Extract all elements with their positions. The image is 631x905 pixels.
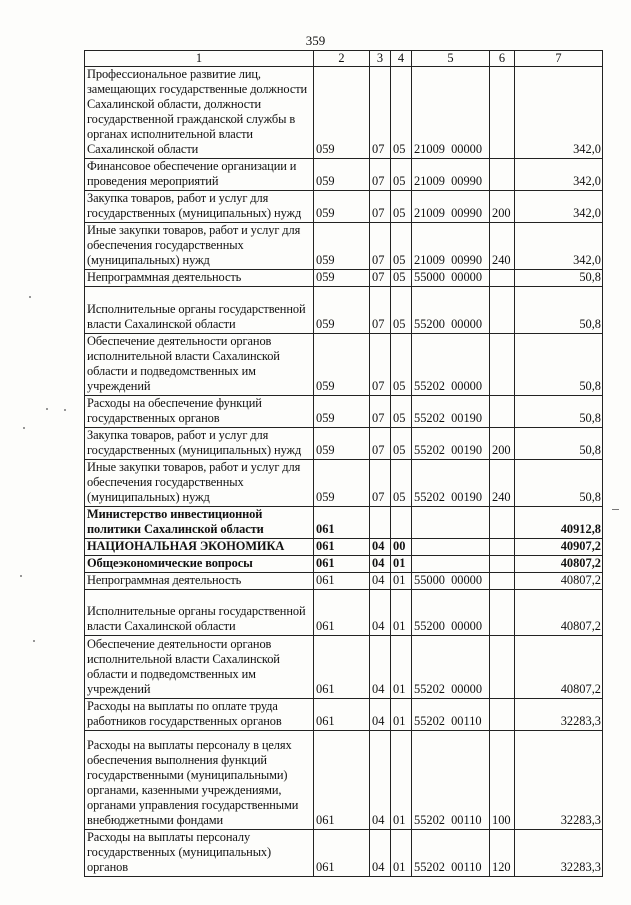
- row-subsection: 05: [391, 428, 412, 460]
- row-expense-type: [490, 270, 515, 287]
- column-header-7: 7: [515, 51, 603, 67]
- scan-speck: [33, 640, 35, 642]
- table-row: [85, 159, 603, 191]
- scan-speck: [20, 575, 22, 577]
- table-row: [85, 396, 603, 428]
- row-target-article: 55200 00000: [412, 590, 490, 636]
- row-amount: 342,0: [515, 159, 603, 191]
- column-header-4: 4: [391, 51, 412, 67]
- row-target-article: 21009 00990: [412, 159, 490, 191]
- row-subsection: 05: [391, 223, 412, 270]
- table-row: [85, 507, 603, 539]
- row-target-article: 55202 00110: [412, 731, 490, 830]
- table-row: [85, 334, 603, 396]
- row-code: 059: [314, 191, 370, 223]
- row-name: НАЦИОНАЛЬНАЯ ЭКОНОМИКА: [85, 539, 314, 556]
- row-section: 04: [370, 830, 391, 877]
- row-target-article: 55200 00000: [412, 287, 490, 334]
- row-amount: 342,0: [515, 223, 603, 270]
- row-expense-type: 200: [490, 191, 515, 223]
- row-amount: 50,8: [515, 460, 603, 507]
- row-target-article: 55202 00110: [412, 830, 490, 877]
- row-section: 07: [370, 334, 391, 396]
- row-target-article: [412, 539, 490, 556]
- row-subsection: 05: [391, 396, 412, 428]
- scan-speck: [29, 296, 31, 298]
- row-subsection: 05: [391, 460, 412, 507]
- row-section: 07: [370, 270, 391, 287]
- row-code: 059: [314, 460, 370, 507]
- table-row: [85, 830, 603, 877]
- row-amount: 50,8: [515, 270, 603, 287]
- row-amount: 50,8: [515, 428, 603, 460]
- table-row: [85, 287, 603, 334]
- row-code: 059: [314, 334, 370, 396]
- row-code: 061: [314, 699, 370, 731]
- row-name: Расходы на обеспечение функций государственных органов: [85, 396, 314, 428]
- row-expense-type: 200: [490, 428, 515, 460]
- row-code: 061: [314, 590, 370, 636]
- row-name: Профессиональное развитие лиц, замещающих государственные должности Сахалинской области, должности государственной гражданской службы в органах исполнительной власти Сахалинской области: [85, 67, 314, 159]
- row-name: Исполнительные органы государственной власти Сахалинской области: [85, 287, 314, 334]
- row-name: Непрограммная деятельность: [85, 270, 314, 287]
- row-subsection: 05: [391, 191, 412, 223]
- row-expense-type: [490, 556, 515, 573]
- row-expense-type: 240: [490, 223, 515, 270]
- row-expense-type: [490, 67, 515, 159]
- table-header: [85, 51, 603, 67]
- row-name: Исполнительные органы государственной власти Сахалинской области: [85, 590, 314, 636]
- row-amount: 342,0: [515, 191, 603, 223]
- row-subsection: [391, 507, 412, 539]
- row-code: 061: [314, 636, 370, 699]
- row-subsection: 05: [391, 334, 412, 396]
- row-expense-type: [490, 334, 515, 396]
- row-subsection: 05: [391, 159, 412, 191]
- row-expense-type: [490, 539, 515, 556]
- row-code: 059: [314, 67, 370, 159]
- table-row: [85, 428, 603, 460]
- row-code: 061: [314, 539, 370, 556]
- row-amount: 342,0: [515, 67, 603, 159]
- row-code: 061: [314, 731, 370, 830]
- row-amount: 40907,2: [515, 539, 603, 556]
- column-header-3: 3: [370, 51, 391, 67]
- row-section: 04: [370, 699, 391, 731]
- row-target-article: 21009 00000: [412, 67, 490, 159]
- row-amount: 40807,2: [515, 590, 603, 636]
- row-amount: 40807,2: [515, 556, 603, 573]
- table-row: [85, 223, 603, 270]
- row-subsection: 01: [391, 830, 412, 877]
- column-header-6: 6: [490, 51, 515, 67]
- table-row: [85, 731, 603, 830]
- row-target-article: 55202 00110: [412, 699, 490, 731]
- scan-speck: [612, 509, 619, 510]
- row-section: 07: [370, 223, 391, 270]
- row-expense-type: [490, 396, 515, 428]
- row-section: 04: [370, 556, 391, 573]
- table-row: [85, 191, 603, 223]
- row-code: 059: [314, 287, 370, 334]
- scan-speck: [46, 408, 48, 410]
- row-target-article: 55202 00190: [412, 460, 490, 507]
- row-name: Обеспечение деятельности органов исполнительной власти Сахалинской области и подведомственных им учреждений: [85, 636, 314, 699]
- table-row: [85, 556, 603, 573]
- budget-table: [84, 50, 603, 877]
- row-name: Закупка товаров, работ и услуг для государственных (муниципальных) нужд: [85, 191, 314, 223]
- table-row: [85, 270, 603, 287]
- row-code: 061: [314, 573, 370, 590]
- row-name: Расходы на выплаты персоналу в целях обеспечения выполнения функций государственными (муниципальными) органами, казенными учреждениями, органами управления государственными внебюджетными фондами: [85, 731, 314, 830]
- row-code: 059: [314, 270, 370, 287]
- row-amount: 32283,3: [515, 731, 603, 830]
- table-body: [85, 67, 603, 877]
- row-name: Расходы на выплаты по оплате труда работников государственных органов: [85, 699, 314, 731]
- row-target-article: 21009 00990: [412, 191, 490, 223]
- row-name: Иные закупки товаров, работ и услуг для обеспечения государственных (муниципальных) нужд: [85, 460, 314, 507]
- row-expense-type: [490, 573, 515, 590]
- row-expense-type: [490, 636, 515, 699]
- row-amount: 40807,2: [515, 636, 603, 699]
- row-target-article: 55000 00000: [412, 270, 490, 287]
- row-section: 04: [370, 636, 391, 699]
- row-subsection: 01: [391, 699, 412, 731]
- table-row: [85, 636, 603, 699]
- column-header-1: 1: [85, 51, 314, 67]
- page-number: 359: [305, 33, 326, 48]
- column-header-2: 2: [314, 51, 370, 67]
- row-section: 07: [370, 428, 391, 460]
- row-amount: 50,8: [515, 334, 603, 396]
- row-target-article: 55202 00190: [412, 396, 490, 428]
- row-section: 07: [370, 191, 391, 223]
- row-name: Общеэкономические вопросы: [85, 556, 314, 573]
- row-expense-type: 120: [490, 830, 515, 877]
- row-subsection: 01: [391, 731, 412, 830]
- row-target-article: 21009 00990: [412, 223, 490, 270]
- row-name: Иные закупки товаров, работ и услуг для обеспечения государственных (муниципальных) нужд: [85, 223, 314, 270]
- row-code: 061: [314, 556, 370, 573]
- row-section: 07: [370, 287, 391, 334]
- row-name: Министерство инвестиционной политики Сахалинской области: [85, 507, 314, 539]
- table-row: [85, 67, 603, 159]
- row-subsection: 01: [391, 590, 412, 636]
- row-expense-type: [490, 159, 515, 191]
- row-code: 059: [314, 428, 370, 460]
- row-section: 04: [370, 731, 391, 830]
- row-subsection: 05: [391, 270, 412, 287]
- row-section: 04: [370, 573, 391, 590]
- row-target-article: 55202 00000: [412, 334, 490, 396]
- row-subsection: 05: [391, 287, 412, 334]
- row-expense-type: 240: [490, 460, 515, 507]
- row-code: 059: [314, 396, 370, 428]
- row-expense-type: [490, 507, 515, 539]
- row-target-article: 55000 00000: [412, 573, 490, 590]
- row-expense-type: [490, 287, 515, 334]
- row-amount: 50,8: [515, 396, 603, 428]
- row-target-article: 55202 00190: [412, 428, 490, 460]
- row-section: 07: [370, 460, 391, 507]
- row-subsection: 00: [391, 539, 412, 556]
- row-subsection: 01: [391, 573, 412, 590]
- row-name: Закупка товаров, работ и услуг для государственных (муниципальных) нужд: [85, 428, 314, 460]
- row-section: 07: [370, 159, 391, 191]
- row-name: Расходы на выплаты персоналу государственных (муниципальных) органов: [85, 830, 314, 877]
- row-subsection: 01: [391, 636, 412, 699]
- table-row: [85, 539, 603, 556]
- table-row: [85, 590, 603, 636]
- row-section: 04: [370, 590, 391, 636]
- row-expense-type: [490, 590, 515, 636]
- row-section: 07: [370, 396, 391, 428]
- row-target-article: [412, 507, 490, 539]
- row-name: Непрограммная деятельность: [85, 573, 314, 590]
- scan-speck: [64, 409, 66, 411]
- table-row: [85, 699, 603, 731]
- scan-speck: [23, 427, 25, 429]
- row-expense-type: 100: [490, 731, 515, 830]
- header-row: [85, 51, 603, 67]
- row-target-article: [412, 556, 490, 573]
- row-name: Обеспечение деятельности органов исполнительной власти Сахалинской области и подведомственных им учреждений: [85, 334, 314, 396]
- row-name: Финансовое обеспечение организации и проведения мероприятий: [85, 159, 314, 191]
- row-subsection: 01: [391, 556, 412, 573]
- row-subsection: 05: [391, 67, 412, 159]
- table-row: [85, 460, 603, 507]
- row-section: 07: [370, 67, 391, 159]
- table-row: [85, 573, 603, 590]
- row-amount: 32283,3: [515, 699, 603, 731]
- row-amount: 40912,8: [515, 507, 603, 539]
- row-amount: 40807,2: [515, 573, 603, 590]
- row-code: 061: [314, 507, 370, 539]
- column-header-5: 5: [412, 51, 490, 67]
- row-code: 061: [314, 830, 370, 877]
- row-code: 059: [314, 159, 370, 191]
- row-amount: 50,8: [515, 287, 603, 334]
- row-section: 04: [370, 539, 391, 556]
- row-amount: 32283,3: [515, 830, 603, 877]
- row-target-article: 55202 00000: [412, 636, 490, 699]
- row-expense-type: [490, 699, 515, 731]
- row-section: [370, 507, 391, 539]
- row-code: 059: [314, 223, 370, 270]
